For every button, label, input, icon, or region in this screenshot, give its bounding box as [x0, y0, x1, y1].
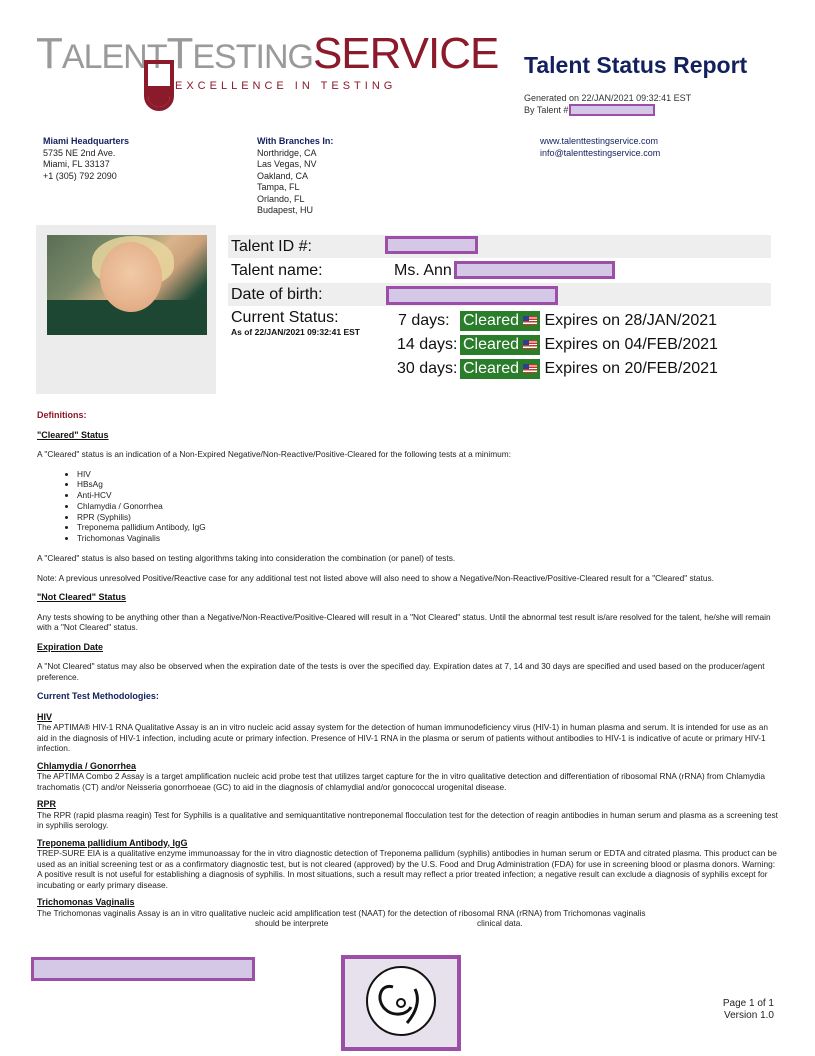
cleared-text: Cleared: [463, 336, 520, 353]
generated-date: Generated on 22/JAN/2021 09:32:41 EST: [524, 93, 692, 103]
definitions-heading: Definitions:: [37, 410, 87, 420]
redaction-bar: [386, 286, 558, 305]
logo-talent: ALENT: [61, 38, 167, 76]
version-number: Version 1.0: [723, 1010, 774, 1021]
list-item: • RPR (Syphilis): [77, 512, 779, 523]
talent-name-value: Ms. Ann: [394, 262, 452, 279]
dob-label: Date of birth:: [231, 286, 323, 303]
branch-item: Northridge, CA: [257, 147, 317, 158]
hq-phone: +1 (305) 792 2090: [43, 170, 117, 181]
page-footer: [715, 998, 774, 1022]
email-link[interactable]: info@talenttestingservice.com: [540, 147, 661, 158]
list-item: • Treponema pallidium Antibody, IgG: [77, 522, 779, 533]
us-flag-icon: [523, 340, 537, 349]
cleared-note: Note: A previous unresolved Positive/Reactive case for any additional test not listed above will also need to show a Negative/Non-Reactive/Positive-Cleared result for a "Cleared" status.: [37, 572, 714, 583]
us-flag-icon: [523, 316, 537, 325]
cleared-heading: "Cleared" Status: [37, 429, 109, 440]
us-flag-icon: [523, 364, 537, 373]
definitions-section: [37, 410, 779, 929]
hq-address: [43, 136, 129, 182]
method-title: Chlamydia / Gonorrhea: [37, 760, 137, 771]
method-text-fragment: should be interprete: [255, 918, 329, 929]
branch-item: Tampa, FL: [257, 182, 300, 192]
branch-item: Budapest, HU: [257, 205, 314, 215]
method-title: HIV: [37, 711, 53, 722]
talent-photo-face: [100, 242, 162, 312]
expires-text: Expires on 04/FEB/2021: [544, 336, 718, 353]
generated-by: By Talent #: [524, 105, 569, 115]
method-text: The Trichomonas vaginalis Assay is an in vitro qualitative nucleic acid amplification test (NAAT) for the detection of ribosomal RNA (rRNA) from Trichomonas vaginalis: [37, 907, 646, 918]
tests-list: [37, 469, 779, 545]
branch-item: Oakland, CA: [257, 170, 309, 181]
cleared-algorithm-text: A "Cleared" status is also based on testing algorithms taking into consideration the combination (or panel) of tests.: [37, 553, 456, 564]
current-status-label: Current Status:: [231, 309, 339, 326]
method-text: TREP-SURE EIA is a qualitative enzyme immunoassay for the in vitro diagnostic detection of Treponema pallidum (syphilis) antibodies in human serum or EDTA and citrated plasma. This product can be used as an initial screening test or as a confirmatory diagnostic test, but is not cleared (approved) by the U.S. Food and Drug Administration (FDA) for use in screening blood or plasma donors. Warning: A positive result is not useful for establishing a diagnosis of syphilis. In most situations, such a result may reflect a prior treated infection; a negative result can exclude a diagnosis of syphilis except for incubating or early primary disease.: [37, 848, 777, 890]
company-logo: [36, 29, 499, 78]
website-link[interactable]: www.talenttestingservice.com: [540, 136, 659, 146]
list-item: • HIV: [77, 469, 779, 480]
expiration-heading: Expiration Date: [37, 641, 104, 652]
talent-id-row: [228, 235, 771, 258]
cleared-badge: [460, 359, 540, 379]
stamp: [341, 955, 461, 1051]
hq-heading: Miami Headquarters: [43, 136, 130, 146]
method-text-fragment: clinical data.: [477, 918, 523, 929]
not-cleared-heading: "Not Cleared" Status: [37, 592, 127, 603]
method-text: The APTIMA® HIV-1 RNA Qualitative Assay is an in vitro nucleic acid assay system for the detection of human immunodeficiency virus (HIV-1) in human plasma and serum. It is intended for use as an aid in the diagnosis of HIV-1 infection, including acute or primary infection. Presence of HIV-1 RNA in the plasma or serum of patients without antibodies to HIV-1 is indicative of acute or primary HIV-1 infection.: [37, 722, 769, 754]
methods-heading: Current Test Methodologies:: [37, 691, 159, 702]
cleared-badge: [460, 335, 540, 355]
redaction-bar: [31, 957, 255, 981]
logo-testing: ESTING: [192, 38, 313, 76]
branch-item: Las Vegas, NV: [257, 159, 317, 169]
cleared-text: Cleared: [463, 360, 520, 377]
status-days: 30 days:: [397, 360, 458, 377]
flask-icon: [140, 60, 178, 120]
method-text-continued: [37, 918, 779, 929]
method-title: Trichomonas Vaginalis: [37, 897, 135, 908]
method-title: Treponema pallidium Antibody, IgG: [37, 837, 188, 848]
talent-name-label: Talent name:: [231, 262, 323, 279]
branch-item: Orlando, FL: [257, 193, 305, 204]
hq-line: Miami, FL 33137: [43, 159, 110, 169]
branches-list: [257, 136, 333, 217]
branches-heading: With Branches In:: [257, 136, 334, 146]
status-days: 14 days:: [397, 336, 458, 353]
status-as-of: As of 22/JAN/2021 09:32:41 EST: [231, 327, 360, 337]
list-item: • Anti-HCV: [77, 490, 779, 501]
talent-id-label: Talent ID #:: [231, 238, 312, 255]
logo-testing-t: T: [166, 29, 193, 78]
list-item: • HBsAg: [77, 479, 779, 490]
expiration-text: A "Not Cleared" status may also be observed when the expiration date of the tests is over the specified day. Expiration dates at 7, 14 and 30 days are specified and used based on the producer/agent preference.: [37, 661, 765, 682]
method-title: RPR: [37, 799, 57, 810]
cleared-badge: [460, 311, 540, 331]
expires-text: Expires on 20/FEB/2021: [544, 360, 718, 377]
signature-icon: [345, 959, 457, 1047]
hq-line: 5735 NE 2nd Ave.: [43, 147, 116, 158]
logo-service: SERVICE: [312, 29, 499, 78]
status-14-days: [397, 335, 718, 355]
report-title: Talent Status Report: [524, 52, 748, 78]
cleared-intro: A "Cleared" status is an indication of a Non-Expired Negative/Non-Reactive/Positive-Cleared for the following tests at a minimum:: [37, 449, 511, 459]
method-text: The APTIMA Combo 2 Assay is a target amplification nucleic acid probe test that utilizes target capture for the in vitro qualitative detection and differentiation of ribosomal RNA (rRNA) from Chlamydia trachomatis (CT) and/or Neisseria gonorrhoeae (GC) to aid in the diagnosis of chlamydial and/or gonococcal urogenital disease.: [37, 771, 766, 792]
dob-row: [228, 283, 771, 306]
logo-tagline: EXCELLENCE IN TESTING: [175, 80, 397, 92]
page-number: Page 1 of 1: [722, 998, 774, 1009]
logo-talent-t: T: [36, 29, 62, 78]
redaction-bar: [454, 261, 615, 279]
redaction-bar: [569, 104, 655, 116]
not-cleared-text: Any tests showing to be anything other than a Negative/Non-Reactive/Positive-Cleared will result in a "Not Cleared" status. Until the abnormal test result is/are resolved for the talent, he/she will remain with a "Not Cleared" status.: [37, 611, 771, 633]
method-text: The RPR (rapid plasma reagin) Test for Syphilis is a qualitative and semiquantitative nontreponemal flocculation test for the detection of reagin antibodies in human serum and plasma as a screening test in syphilis serology.: [37, 809, 778, 831]
expires-text: Expires on 28/JAN/2021: [544, 312, 718, 329]
status-30-days: [397, 359, 718, 379]
cleared-text: Cleared: [463, 312, 520, 329]
contact-block: [540, 136, 660, 159]
list-item: • Chlamydia / Gonorrhea: [77, 501, 779, 512]
talent-name-row: [228, 259, 771, 282]
list-item: • Trichomonas Vaginalis: [77, 533, 779, 544]
status-days: 7 days:: [398, 312, 450, 329]
status-7-days: [398, 311, 717, 331]
redaction-bar: [385, 236, 478, 254]
